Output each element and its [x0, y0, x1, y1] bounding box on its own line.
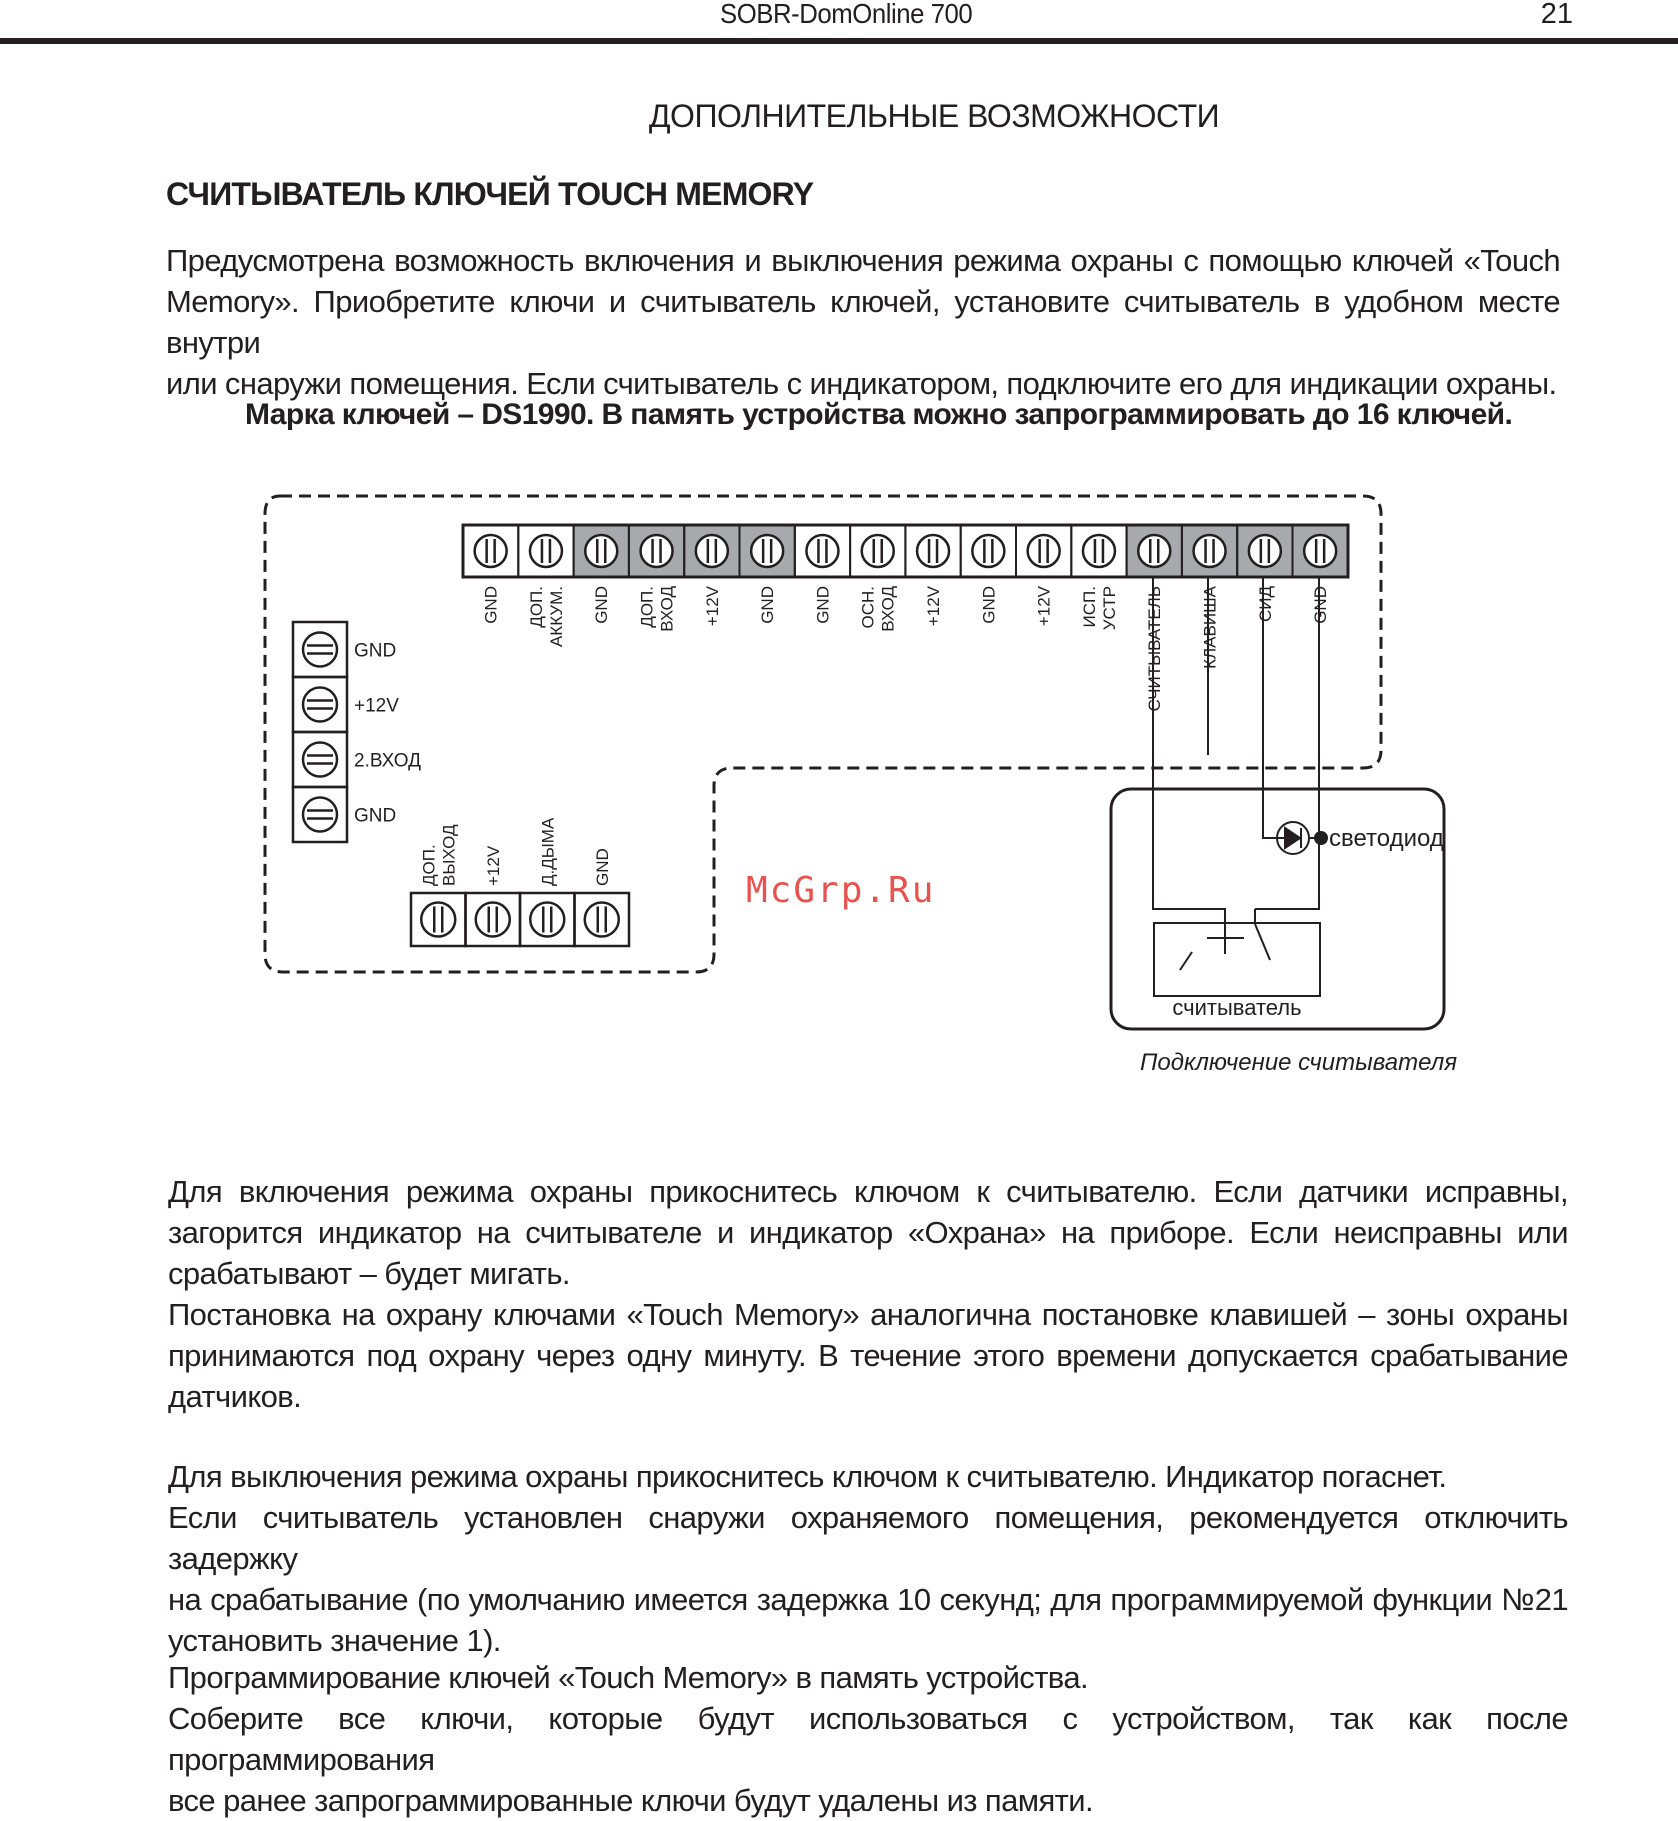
screw-terminal	[303, 688, 337, 722]
body-line: датчиков.	[168, 1379, 302, 1414]
terminal-label: ИСП.	[1079, 586, 1099, 628]
reader-label: считыватель	[1172, 995, 1302, 1020]
screw-terminal	[476, 903, 510, 937]
left-terminal-block	[293, 622, 347, 842]
terminal-label: +12V	[1034, 586, 1054, 627]
terminal-label: +12V	[483, 845, 503, 886]
screw-terminal	[303, 798, 337, 832]
screw-terminal	[1138, 535, 1170, 567]
heading: СЧИТЫВАТЕЛЬ КЛЮЧЕЙ TOUCH MEMORY	[166, 176, 814, 212]
body-line: срабатывают – будет мигать.	[168, 1256, 570, 1291]
reader-box	[1154, 923, 1320, 996]
terminal-label: GND	[481, 586, 501, 624]
screw-terminal	[475, 535, 507, 567]
intro-line: Предусмотрена возможность включения и выключения режима охраны с помощью ключей «Touch	[166, 243, 1560, 278]
terminal-label: СЧИТЫВАТЕЛЬ	[1145, 586, 1165, 712]
body-line: принимаются под охрану через одну минуту. В течение этого времени допускается срабатывание	[168, 1338, 1568, 1373]
terminal-label: GND	[592, 586, 612, 624]
diagram-caption: Подключение считывателя	[1140, 1049, 1458, 1076]
screw-terminal	[696, 535, 728, 567]
led-label: светодиод	[1329, 825, 1444, 852]
body-line: Для включения режима охраны прикоснитесь ключом к считывателю. Если датчики исправны,	[168, 1174, 1568, 1209]
led-symbol	[1277, 822, 1309, 854]
body-line: установить значение 1).	[168, 1623, 501, 1658]
terminal-label: +12V	[354, 695, 399, 717]
terminal-label: GND	[1311, 586, 1331, 624]
terminal-label: +12V	[924, 586, 943, 627]
terminal-label: GND	[592, 848, 612, 886]
terminal-label: ОСН.	[858, 586, 878, 629]
terminal-label: GND	[354, 640, 397, 662]
terminal-label: ВХОД	[878, 586, 898, 632]
terminal-label: GND	[813, 586, 833, 624]
screw-terminal	[1194, 535, 1226, 567]
terminal-label: GND	[758, 586, 778, 624]
screw-terminal	[530, 903, 564, 937]
key-model-note: Марка ключей – DS1990. В память устройства можно запрограммировать до 16 ключей.	[245, 398, 1513, 431]
led-terminal-dot	[1314, 831, 1328, 845]
terminal-label: КЛАВИША	[1200, 586, 1220, 669]
disarming-paragraph	[168, 1456, 1568, 1661]
screw-terminal	[303, 633, 337, 667]
bottom-terminal-block	[411, 893, 629, 946]
section-title: ДОПОЛНИТЕЛЬНЫЕ ВОЗМОЖНОСТИ	[648, 98, 1220, 134]
wires	[1153, 577, 1319, 970]
body-line: Для выключения режима охраны прикоснитесь ключом к считывателю. Индикатор погаснет.	[168, 1459, 1447, 1494]
terminal-label: +12V	[702, 586, 722, 627]
body-line: Постановка на охрану ключами «Touch Memory» аналогична постановке клавишей – зоны охраны	[168, 1297, 1568, 1332]
screw-terminal	[1249, 535, 1281, 567]
screw-terminal	[917, 535, 949, 567]
programming-paragraph	[168, 1657, 1568, 1821]
body-line: Программирование ключей «Touch Memory» в память устройства.	[168, 1660, 1088, 1695]
bottom-terminal-labels	[419, 817, 612, 886]
body-line: на срабатывание (по умолчанию имеется задержка 10 секунд; для программируемой функции №21	[168, 1582, 1568, 1617]
screw-terminal	[1083, 535, 1115, 567]
terminal-label: GND	[979, 586, 999, 624]
screw-terminal	[585, 903, 619, 937]
screw-terminal	[641, 535, 673, 567]
screw-terminal	[421, 903, 455, 937]
intro-line: или снаружи помещения. Если считыватель с индикатором, подключите его для индикации охраны.	[166, 366, 1557, 401]
body-line: Соберите все ключи, которые будут использоваться с устройством, так как после программирования	[168, 1701, 1568, 1777]
screw-terminal	[806, 535, 838, 567]
terminal-label: ДОП.	[637, 586, 657, 628]
screw-terminal	[1304, 535, 1336, 567]
watermark: McGrp.Ru	[746, 870, 936, 911]
body-line: Если считыватель установлен снаружи охраняемого помещения, рекомендуется отключить задержку	[168, 1500, 1568, 1576]
screw-terminal	[530, 535, 562, 567]
intro-line: Memory». Приобретите ключи и считыватель ключей, установите считыватель в удобном месте внутри	[166, 284, 1560, 360]
header-title: SOBR-DomOnline 700	[720, 0, 973, 29]
left-terminal-labels	[354, 641, 421, 827]
terminal-label: Д.ДЫМА	[538, 817, 558, 886]
terminal-label: СИД	[1255, 586, 1275, 623]
body-line: загорится индикатор на считывателе и индикатор «Охрана» на приборе. Если неисправны или	[168, 1215, 1568, 1250]
screw-terminal	[862, 535, 894, 567]
terminal-label: ДОП.	[419, 844, 439, 886]
body-line: все ранее запрограммированные ключи будут удалены из памяти.	[168, 1783, 1093, 1818]
screw-terminal	[972, 535, 1004, 567]
screw-terminal	[303, 743, 337, 777]
arming-paragraph	[168, 1171, 1568, 1417]
terminal-label: GND	[354, 805, 397, 827]
terminal-label: 2.ВХОД	[354, 750, 421, 772]
top-terminal-labels	[482, 585, 1331, 711]
screw-terminal	[1028, 535, 1060, 567]
terminal-label: ВХОД	[657, 586, 677, 632]
screw-terminal	[751, 535, 783, 567]
terminal-label: УСТР	[1099, 586, 1119, 631]
terminal-label: ВЫХОД	[439, 824, 459, 886]
screw-terminal	[585, 535, 617, 567]
terminal-label: АККУМ.	[546, 586, 566, 648]
terminal-label: ДОП.	[526, 586, 546, 628]
page-number: 21	[1540, 0, 1573, 30]
